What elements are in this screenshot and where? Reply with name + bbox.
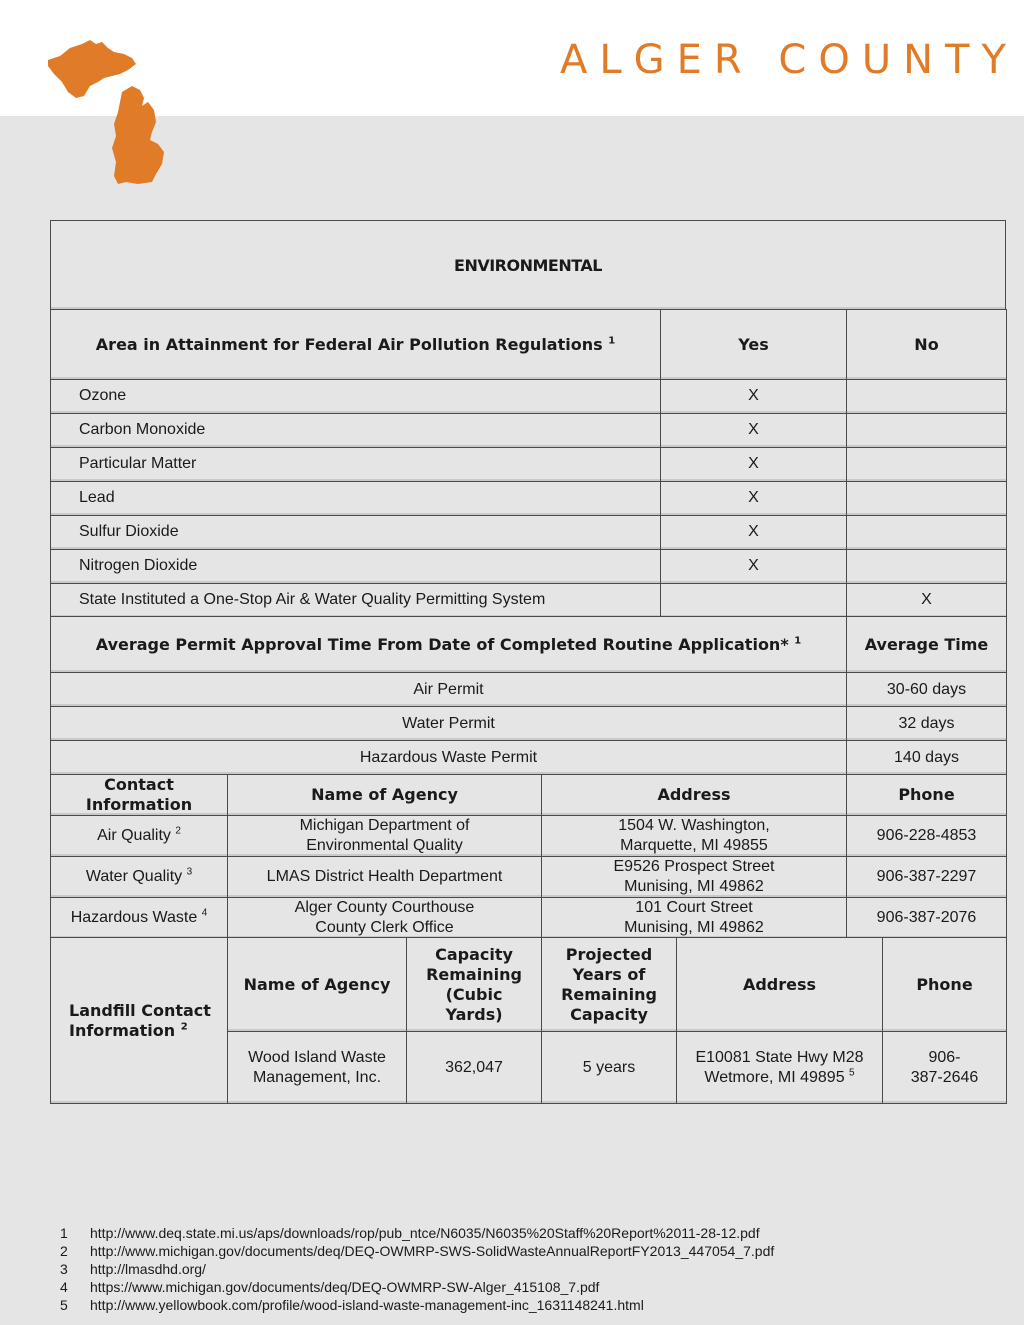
page-title: ENVIRONMENTAL bbox=[51, 221, 1006, 310]
yes-mark: X bbox=[661, 413, 847, 447]
air-header bbox=[51, 309, 661, 379]
contact-row bbox=[51, 815, 1007, 856]
pollutant: Ozone bbox=[51, 379, 661, 413]
air-row bbox=[51, 379, 1007, 413]
contact-note: 4 bbox=[201, 907, 208, 919]
landfill-phone-2: 387-2646 bbox=[910, 1068, 979, 1086]
contact-type bbox=[51, 856, 228, 897]
contact-phone: 906-228-4853 bbox=[847, 815, 1007, 856]
years-header-4: Capacity bbox=[570, 1004, 648, 1024]
contact-address bbox=[542, 815, 847, 856]
landfill-address-header: Address bbox=[677, 938, 883, 1032]
contact-type-label: Hazardous Waste bbox=[70, 908, 198, 926]
air-row bbox=[51, 549, 1007, 583]
footnote-number: 4 bbox=[60, 1279, 68, 1295]
contact-note: 2 bbox=[175, 825, 181, 837]
capacity-header-1: Capacity bbox=[435, 944, 513, 964]
footnotes bbox=[60, 1224, 1000, 1314]
footnote bbox=[60, 1278, 1000, 1296]
air-row bbox=[51, 413, 1007, 447]
permit-time: 30-60 days bbox=[847, 673, 1007, 707]
landfill-note: 2 bbox=[180, 1021, 188, 1033]
landfill-phone bbox=[883, 1032, 1007, 1104]
landfill-agency-2: Management, Inc. bbox=[252, 1068, 382, 1086]
air-attainment-table bbox=[50, 309, 1007, 618]
address-line-2: Marquette, MI 49855 bbox=[620, 836, 768, 854]
no-mark bbox=[847, 447, 1007, 481]
no-mark bbox=[847, 413, 1007, 447]
air-row bbox=[51, 583, 1007, 617]
address-header: Address bbox=[542, 774, 847, 815]
capacity-header-2: Remaining bbox=[426, 964, 522, 984]
contact-agency: LMAS District Health Department bbox=[228, 856, 542, 897]
contact-address bbox=[542, 856, 847, 897]
landfill-address bbox=[677, 1032, 883, 1104]
permit-row bbox=[51, 707, 1007, 741]
no-header: No bbox=[847, 309, 1007, 379]
permit-row bbox=[51, 741, 1007, 775]
pollutant: Carbon Monoxide bbox=[51, 413, 661, 447]
contact-type bbox=[51, 897, 228, 938]
landfill-phone-1: 906- bbox=[928, 1048, 961, 1066]
permit-header-label: Average Permit Approval Time From Date of Completed Routine Application* bbox=[95, 635, 789, 654]
average-time-header: Average Time bbox=[847, 617, 1007, 673]
no-mark bbox=[847, 549, 1007, 583]
air-header-label: Area in Attainment for Federal Air Pollution Regulations bbox=[95, 334, 603, 354]
address-line-1: E9526 Prospect Street bbox=[613, 857, 775, 875]
landfill-table bbox=[50, 937, 1007, 1104]
years-header-2: Years of bbox=[572, 964, 646, 984]
permit-header bbox=[51, 617, 847, 673]
contact-agency bbox=[228, 815, 542, 856]
landfill-address-note: 5 bbox=[849, 1067, 855, 1079]
contact-row bbox=[51, 856, 1007, 897]
landfill-phone-header: Phone bbox=[883, 938, 1007, 1032]
years-header bbox=[542, 938, 677, 1032]
contact-note: 3 bbox=[186, 866, 193, 878]
no-mark bbox=[847, 515, 1007, 549]
air-row bbox=[51, 515, 1007, 549]
address-line-1: 101 Court Street bbox=[635, 898, 753, 916]
pollutant: Particular Matter bbox=[51, 447, 661, 481]
contact-info-header: Contact Information bbox=[51, 774, 228, 815]
yes-mark: X bbox=[661, 447, 847, 481]
landfill-address-2: Wetmore, MI 49895 bbox=[704, 1068, 845, 1086]
agency-line-1: Michigan Department of bbox=[299, 816, 470, 834]
footnote bbox=[60, 1242, 1000, 1260]
contact-table bbox=[50, 774, 1007, 939]
permit-type: Hazardous Waste Permit bbox=[51, 741, 847, 775]
michigan-map-icon bbox=[40, 36, 192, 188]
pollutant: State Instituted a One-Stop Air & Water Quality Permitting System bbox=[51, 583, 661, 617]
footnote bbox=[60, 1260, 1000, 1278]
contact-address bbox=[542, 897, 847, 938]
capacity-header-4: Yards) bbox=[445, 1004, 503, 1024]
footnote-url: http://www.deq.state.mi.us/aps/downloads/rop/pub_ntce/N6035/N6035%20Staff%20Report%2011-28-12.pdf bbox=[90, 1225, 760, 1241]
footnote bbox=[60, 1296, 1000, 1314]
pollutant: Sulfur Dioxide bbox=[51, 515, 661, 549]
yes-mark: X bbox=[661, 379, 847, 413]
yes-mark: X bbox=[661, 549, 847, 583]
contact-row bbox=[51, 897, 1007, 938]
footnote-number: 2 bbox=[60, 1243, 68, 1259]
landfill-label-1: Landfill Contact bbox=[69, 1000, 211, 1020]
permit-time: 140 days bbox=[847, 741, 1007, 775]
landfill-capacity: 362,047 bbox=[407, 1032, 542, 1104]
landfill-years: 5 years bbox=[542, 1032, 677, 1104]
capacity-header bbox=[407, 938, 542, 1032]
footnote-url: https://www.michigan.gov/documents/deq/DEQ-OWMRP-SW-Alger_415108_7.pdf bbox=[90, 1279, 600, 1295]
permit-time-table bbox=[50, 616, 1007, 775]
yes-mark: X bbox=[661, 481, 847, 515]
agency-line-2: County Clerk Office bbox=[315, 918, 454, 936]
permit-type: Air Permit bbox=[51, 673, 847, 707]
yes-mark bbox=[661, 583, 847, 617]
footnote-url: http://lmasdhd.org/ bbox=[90, 1261, 206, 1277]
footnote-number: 5 bbox=[60, 1297, 68, 1313]
capacity-header-3: (Cubic bbox=[445, 984, 503, 1004]
air-header-note: 1 bbox=[608, 335, 616, 347]
footnote-url: http://www.michigan.gov/documents/deq/DEQ-OWMRP-SWS-SolidWasteAnnualReportFY2013_447054_7.pdf bbox=[90, 1243, 775, 1259]
address-line-2: Munising, MI 49862 bbox=[624, 918, 764, 936]
title-table bbox=[50, 220, 1006, 310]
environmental-sheet bbox=[50, 220, 1006, 1104]
landfill-agency-1: Wood Island Waste bbox=[248, 1048, 386, 1066]
landfill-agency bbox=[228, 1032, 407, 1104]
contact-type-label: Water Quality bbox=[85, 867, 183, 885]
no-mark bbox=[847, 481, 1007, 515]
footnote-url: http://www.yellowbook.com/profile/wood-island-waste-management-inc_1631148241.html bbox=[90, 1297, 644, 1313]
years-header-1: Projected bbox=[565, 944, 653, 964]
county-title: ALGER COUNTY bbox=[560, 37, 1018, 83]
permit-type: Water Permit bbox=[51, 707, 847, 741]
footnote-number: 1 bbox=[60, 1225, 68, 1241]
address-line-1: 1504 W. Washington, bbox=[618, 816, 770, 834]
yes-mark: X bbox=[661, 515, 847, 549]
contact-agency bbox=[228, 897, 542, 938]
agency-line-1: Alger County Courthouse bbox=[294, 898, 475, 916]
landfill-address-1: E10081 State Hwy M28 bbox=[695, 1048, 864, 1066]
contact-type-label: Air Quality bbox=[97, 826, 171, 844]
agency-line-2: Environmental Quality bbox=[306, 836, 463, 854]
landfill-label-2: Information bbox=[69, 1020, 176, 1040]
contact-phone: 906-387-2297 bbox=[847, 856, 1007, 897]
pollutant: Nitrogen Dioxide bbox=[51, 549, 661, 583]
permit-header-note: 1 bbox=[794, 635, 802, 647]
yes-header: Yes bbox=[661, 309, 847, 379]
permit-time: 32 days bbox=[847, 707, 1007, 741]
agency-header: Name of Agency bbox=[228, 774, 542, 815]
address-line-2: Munising, MI 49862 bbox=[624, 877, 764, 895]
footnote bbox=[60, 1224, 1000, 1242]
no-mark: X bbox=[847, 583, 1007, 617]
air-row bbox=[51, 447, 1007, 481]
no-mark bbox=[847, 379, 1007, 413]
contact-type bbox=[51, 815, 228, 856]
footnote-number: 3 bbox=[60, 1261, 68, 1277]
air-row bbox=[51, 481, 1007, 515]
landfill-label bbox=[51, 938, 228, 1104]
years-header-3: Remaining bbox=[561, 984, 657, 1004]
landfill-agency-header: Name of Agency bbox=[228, 938, 407, 1032]
phone-header: Phone bbox=[847, 774, 1007, 815]
pollutant: Lead bbox=[51, 481, 661, 515]
contact-phone: 906-387-2076 bbox=[847, 897, 1007, 938]
permit-row bbox=[51, 673, 1007, 707]
